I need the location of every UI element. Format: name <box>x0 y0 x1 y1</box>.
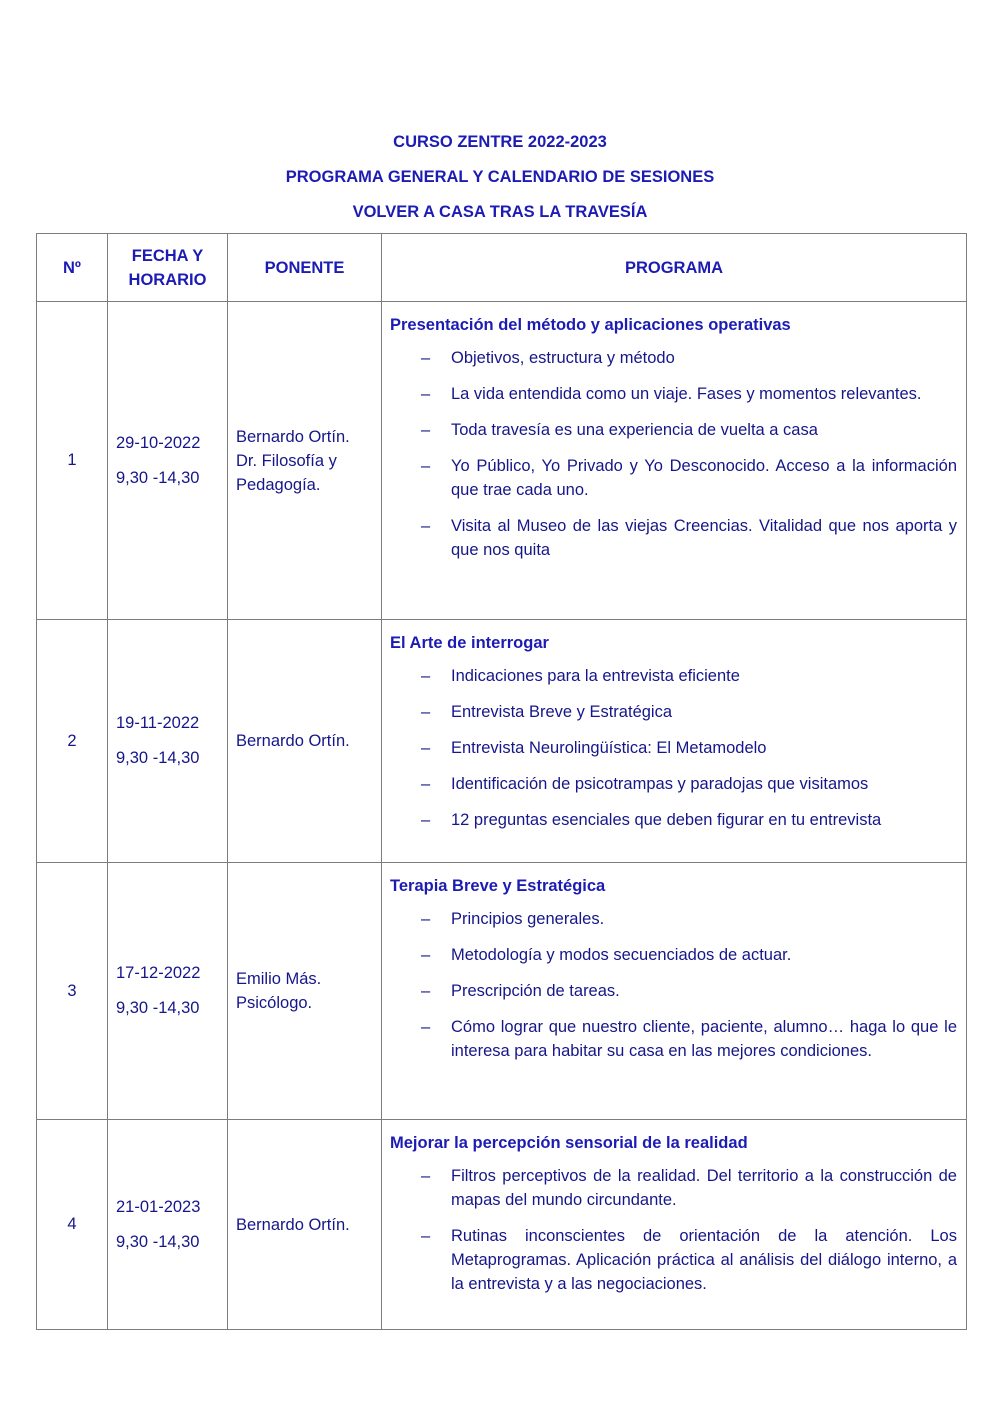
speaker-line: Emilio Más. <box>236 970 322 988</box>
session-program <box>382 1120 967 1330</box>
program-items <box>390 1164 957 1296</box>
program-item-text: Yo Público, Yo Privado y Yo Desconocido. Acceso a la información que trae cada uno. <box>451 457 957 499</box>
program-title: El Arte de interrogar <box>390 634 549 652</box>
program-item <box>390 943 957 967</box>
program-title: Mejorar la percepción sensorial de la realidad <box>390 1134 748 1152</box>
program-item-text: Entrevista Breve y Estratégica <box>451 703 673 721</box>
session-speaker <box>228 620 382 863</box>
session-program <box>382 302 967 620</box>
dash-bullet-icon: – <box>421 703 431 721</box>
program-item-text: Prescripción de tareas. <box>451 982 620 1000</box>
program-item <box>390 808 957 832</box>
program-item <box>390 346 957 370</box>
program-item <box>390 454 957 502</box>
program-item-text: Filtros perceptivos de la realidad. Del territorio a la construcción de mapas del mundo circundante. <box>451 1167 957 1209</box>
program-title: Presentación del método y aplicaciones operativas <box>390 316 791 334</box>
program-items <box>390 907 957 1063</box>
program-item <box>390 1164 957 1212</box>
program-item-text: La vida entendida como un viaje. Fases y momentos relevantes. <box>451 385 922 403</box>
program-item-text: Indicaciones para la entrevista eficiente <box>451 667 740 685</box>
dash-bullet-icon: – <box>421 349 431 367</box>
program-item <box>390 1224 957 1296</box>
session-date-cell <box>108 1120 228 1330</box>
column-header-date <box>108 234 228 302</box>
document-header <box>0 130 1000 235</box>
session-row <box>37 302 967 620</box>
session-program <box>382 863 967 1120</box>
session-date: 29-10-2022 <box>116 433 201 452</box>
dash-bullet-icon: – <box>421 385 431 403</box>
program-item-text: Cómo lograr que nuestro cliente, paciente, alumno… haga lo que le interesa para habitar su casa en las mejores condiciones. <box>451 1018 957 1060</box>
sessions-table <box>36 233 967 1330</box>
program-items <box>390 664 957 832</box>
program-item <box>390 418 957 442</box>
session-date-cell <box>108 302 228 620</box>
program-items <box>390 346 957 562</box>
program-item <box>390 700 957 724</box>
session-time: 9,30 -14,30 <box>116 999 200 1017</box>
program-item-text: 12 preguntas esenciales que deben figurar en tu entrevista <box>451 811 882 829</box>
dash-bullet-icon: – <box>421 811 431 829</box>
course-title: CURSO ZENTRE 2022-2023 <box>393 133 607 151</box>
session-number: 4 <box>37 1120 108 1330</box>
program-item-text: Rutinas inconscientes de orientación de la atención. Los Metaprogramas. Aplicación práctica al análisis del diálogo interno, a la entrevista y a las negociaciones. <box>451 1227 957 1293</box>
session-row <box>37 863 967 1120</box>
program-item <box>390 1015 957 1063</box>
column-header-date-line2: HORARIO <box>128 270 207 289</box>
dash-bullet-icon: – <box>421 946 431 964</box>
program-item-text: Objetivos, estructura y método <box>451 349 675 367</box>
session-row <box>37 620 967 863</box>
dash-bullet-icon: – <box>421 1227 431 1245</box>
program-item-text: Toda travesía es una experiencia de vuelta a casa <box>451 421 818 439</box>
program-item <box>390 979 957 1003</box>
program-item <box>390 382 957 406</box>
dash-bullet-icon: – <box>421 739 431 757</box>
table-header-row <box>37 234 967 302</box>
dash-bullet-icon: – <box>421 775 431 793</box>
session-time: 9,30 -14,30 <box>116 749 200 767</box>
dash-bullet-icon: – <box>421 1167 431 1185</box>
dash-bullet-icon: – <box>421 910 431 928</box>
session-speaker <box>228 1120 382 1330</box>
column-header-num: Nº <box>37 234 108 302</box>
speaker-line: Bernardo Ortín. <box>236 427 350 446</box>
program-item <box>390 664 957 688</box>
session-date-cell <box>108 863 228 1120</box>
session-number: 1 <box>37 302 108 620</box>
column-header-program: PROGRAMA <box>382 234 967 302</box>
program-item <box>390 907 957 931</box>
program-item <box>390 772 957 796</box>
speaker-line: Dr. Filosofía y <box>236 451 337 470</box>
session-date: 21-01-2023 <box>116 1197 201 1216</box>
program-subtitle: PROGRAMA GENERAL Y CALENDARIO DE SESIONES <box>285 168 715 186</box>
speaker-line: Pedagogía. <box>236 475 321 494</box>
column-header-speaker: PONENTE <box>228 234 382 302</box>
dash-bullet-icon: – <box>421 421 431 439</box>
session-speaker <box>228 863 382 1120</box>
program-title: Terapia Breve y Estratégica <box>390 877 606 895</box>
session-row <box>37 1120 967 1330</box>
session-date: 19-11-2022 <box>116 714 200 732</box>
speaker-line: Psicólogo. <box>236 994 313 1012</box>
program-item-text: Entrevista Neurolingüística: El Metamodelo <box>451 739 767 757</box>
session-time: 9,30 -14,30 <box>116 1232 200 1251</box>
speaker-line: Bernardo Ortín. <box>236 1215 350 1234</box>
course-name: VOLVER A CASA TRAS LA TRAVESÍA <box>352 203 648 221</box>
program-item-text: Identificación de psicotrampas y paradojas que visitamos <box>451 775 869 793</box>
column-header-date-line1: FECHA Y <box>131 246 204 265</box>
program-item <box>390 736 957 760</box>
session-number: 2 <box>37 620 108 863</box>
session-date: 17-12-2022 <box>116 964 201 982</box>
session-date-cell <box>108 620 228 863</box>
program-item-text: Principios generales. <box>451 910 605 928</box>
dash-bullet-icon: – <box>421 457 431 475</box>
session-speaker <box>228 302 382 620</box>
dash-bullet-icon: – <box>421 517 431 535</box>
session-time: 9,30 -14,30 <box>116 468 200 487</box>
dash-bullet-icon: – <box>421 667 431 685</box>
program-item-text: Metodología y modos secuenciados de actuar. <box>451 946 792 964</box>
session-program <box>382 620 967 863</box>
program-item-text: Visita al Museo de las viejas Creencias. Vitalidad que nos aporta y que nos quita <box>451 517 957 559</box>
speaker-line: Bernardo Ortín. <box>236 732 350 750</box>
dash-bullet-icon: – <box>421 1018 431 1036</box>
dash-bullet-icon: – <box>421 982 431 1000</box>
session-number: 3 <box>37 863 108 1120</box>
program-item <box>390 514 957 562</box>
